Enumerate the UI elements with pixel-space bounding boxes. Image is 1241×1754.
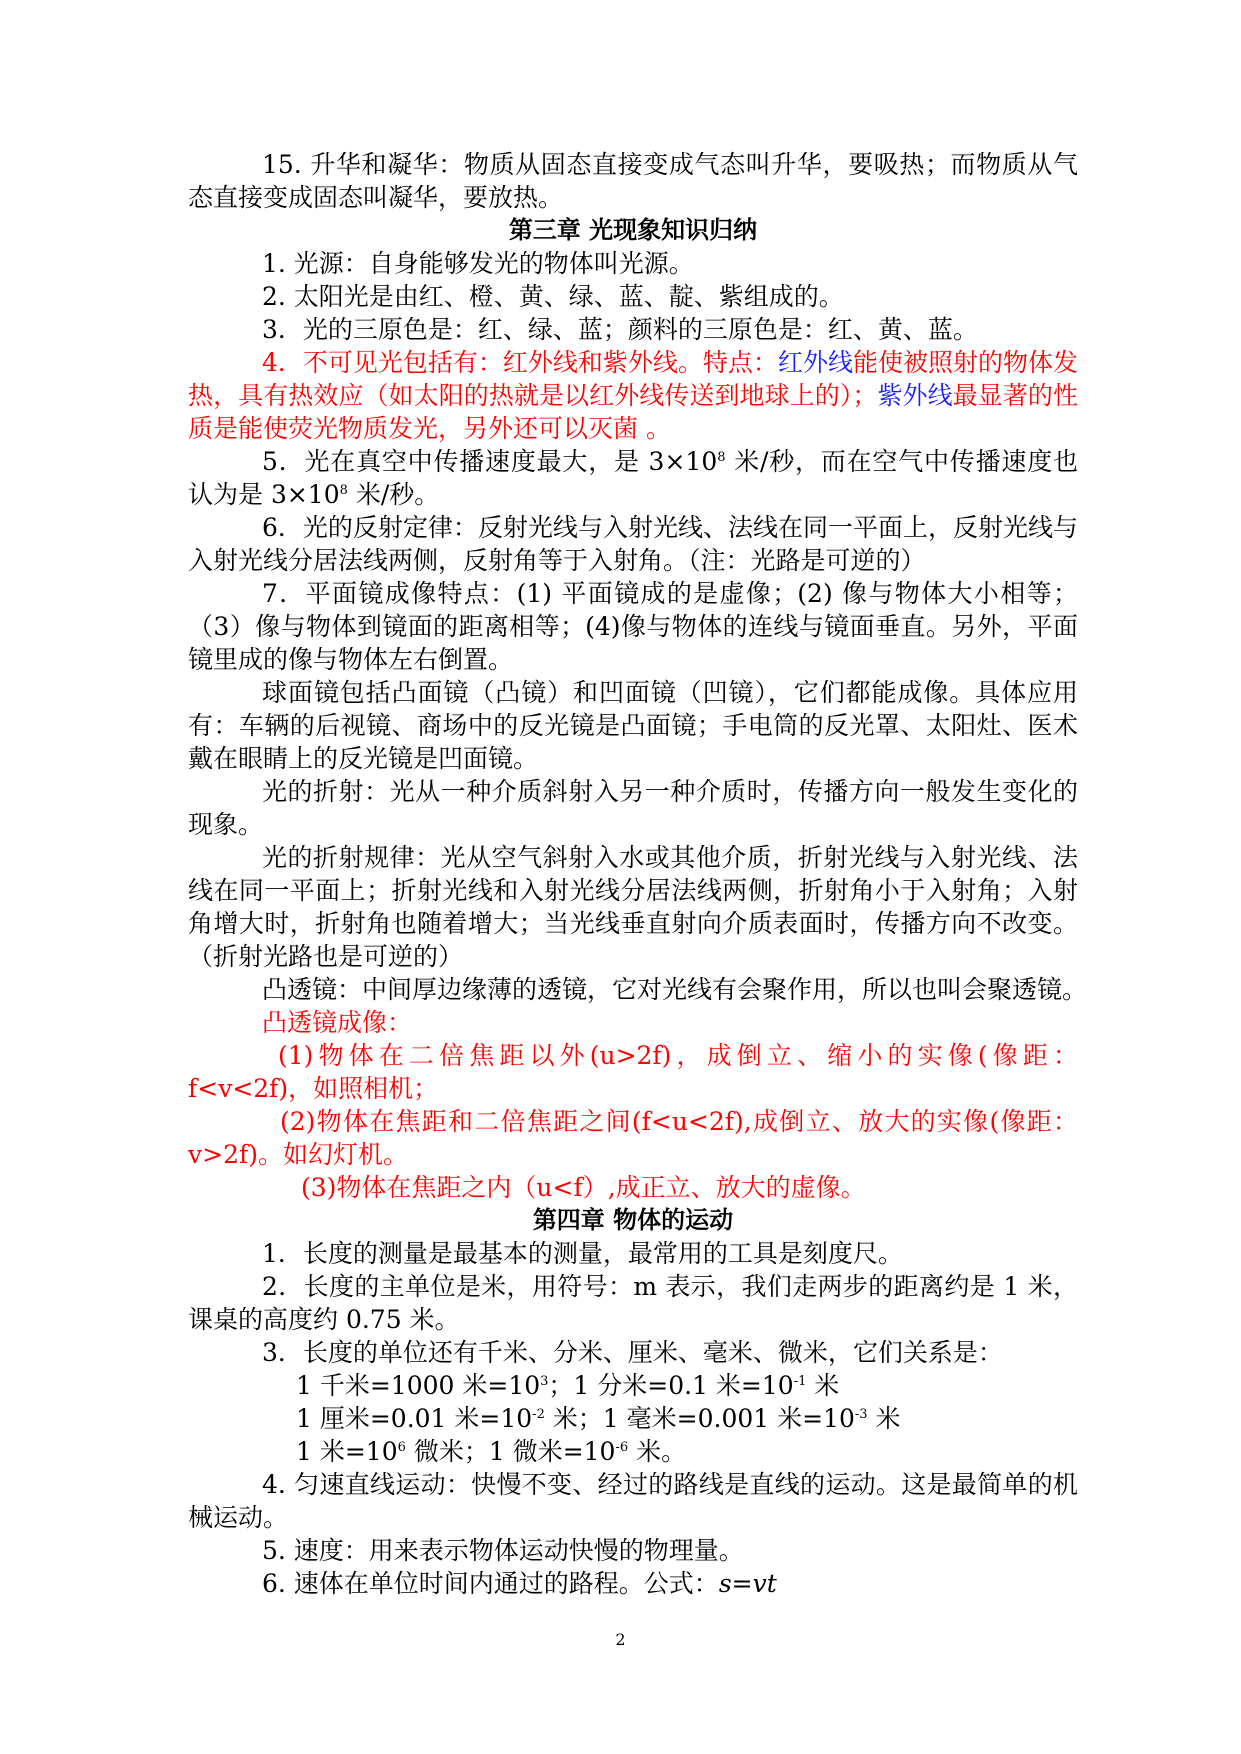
c4-item-4: 4. 匀速直线运动：快慢不变、经过的路线是直线的运动。这是最简单的机械运动。 <box>188 1470 1078 1532</box>
exponent: 8 <box>339 483 348 498</box>
c4-item-3: 3．长度的单位还有千米、分米、厘米、毫米、微米，它们关系是： <box>262 1338 1003 1367</box>
paragraph-15: 15. 升华和凝华：物质从固态直接变成气态叫升华，要吸热；而物质从气态直接变成固态叫凝华，要放热。 <box>188 150 1078 212</box>
unit-line-3 <box>188 1435 1078 1468</box>
exponent: -1 <box>793 1374 807 1389</box>
c3-item-5-text-b: 米/秒，而在空气中传播速度也认为是 3×10 <box>188 447 1078 509</box>
unit-text: 1 千米=1000 米=10 <box>296 1371 541 1400</box>
imaging-case-2: (2)物体在焦距和二倍焦距之间(f<u<2f),成倒立、放大的实像(像距：v>2f)。如幻灯机。 <box>188 1107 1078 1169</box>
c4-item-1: 1．长度的测量是最基本的测量，最常用的工具是刻度尺。 <box>262 1239 903 1268</box>
exponent: 6 <box>397 1440 406 1455</box>
unit-text: 米 <box>806 1371 840 1400</box>
imaging-case-1: (1)物体在二倍焦距以外(u>2f)，成倒立、缩小的实像(像距：f<v<2f)，如照相机； <box>188 1041 1078 1103</box>
refraction-law-paragraph: 光的折射规律：光从空气斜射入水或其他介质，折射光线与入射光线、法线在同一平面上；折射光线和入射光线分居法线两侧，折射角小于入射角；入射角增大时，折射角也随着增大；当光线垂直射向介质表面时，传播方向不改变。（折射光路也是可逆的） <box>188 843 1078 971</box>
exponent: 3 <box>540 1374 549 1389</box>
convex-lens-paragraph: 凸透镜：中间厚边缘薄的透镜，它对光线有会聚作用，所以也叫会聚透镜。 <box>262 975 1088 1004</box>
c3-item-6: 6．光的反射定律：反射光线与入射光线、法线在同一平面上，反射光线与入射光线分居法线两侧，反射角等于入射角。（注：光路是可逆的） <box>188 513 1078 575</box>
c4-item-6-text: 6. 速体在单位时间内通过的路程。公式： <box>262 1569 719 1598</box>
imaging-title: 凸透镜成像： <box>262 1008 413 1037</box>
unit-text: 微米；1 微米=10 <box>405 1437 616 1466</box>
c4-item-5: 5. 速度：用来表示物体运动快慢的物理量。 <box>262 1536 744 1565</box>
c3-item-5-text-a: 5．光在真空中传播速度最大，是 3×10 <box>262 447 718 476</box>
c3-item-4 <box>188 346 1078 445</box>
c3-item-4-text-e: 最显著的性质是能使荧光物质发光，另外还可以灭菌 。 <box>188 381 1078 443</box>
exponent: 8 <box>717 450 726 465</box>
c3-item-7: 7．平面镜成像特点：(1) 平面镜成的是虚像；(2) 像与物体大小相等；（3）像与物体到镜面的距离相等；(4)像与物体的连线与镜面垂直。另外，平面镜里成的像与物体左右倒置。 <box>188 579 1078 674</box>
unit-text: ；1 分米=0.1 米=10 <box>548 1371 794 1400</box>
c4-item-2: 2．长度的主单位是米，用符号：m 表示，我们走两步的距离约是 1 米，课桌的高度约 0.75 米。 <box>188 1272 1078 1334</box>
c3-item-2: 2. 太阳光是由红、橙、黄、绿、蓝、靛、紫组成的。 <box>262 282 844 311</box>
unit-text: 米。 <box>628 1437 687 1466</box>
exponent: -6 <box>615 1440 629 1455</box>
page-number: 2 <box>615 1630 626 1649</box>
document-body <box>188 148 1088 1600</box>
unit-text: 米 <box>867 1404 901 1433</box>
unit-line-2 <box>188 1402 1078 1435</box>
unit-line-1 <box>188 1369 1078 1402</box>
c3-item-4-text-a: 4．不可见光包括有：红外线和紫外线。特点： <box>262 348 778 377</box>
c3-item-5-text-c: 米/秒。 <box>347 480 440 509</box>
ultraviolet-term: 紫外线 <box>877 381 953 410</box>
speed-formula: s=vt <box>718 1569 777 1598</box>
imaging-case-3: (3)物体在焦距之内（u<f）,成正立、放大的虚像。 <box>301 1173 866 1202</box>
c3-item-1: 1. 光源：自身能够发光的物体叫光源。 <box>262 249 694 278</box>
unit-text: 米；1 毫米=0.001 米=10 <box>544 1404 855 1433</box>
unit-text: 1 厘米=0.01 米=10 <box>296 1404 533 1433</box>
spherical-mirror-paragraph: 球面镜包括凸面镜（凸镜）和凹面镜（凹镜），它们都能成像。具体应用有：车辆的后视镜、商场中的反光镜是凸面镜；手电筒的反光罩、太阳灶、医术戴在眼睛上的反光镜是凹面镜。 <box>188 678 1078 773</box>
exponent: -3 <box>854 1407 868 1422</box>
c3-item-3: 3．光的三原色是：红、绿、蓝；颜料的三原色是：红、黄、蓝。 <box>262 315 978 344</box>
c4-item-6 <box>188 1567 1078 1600</box>
chapter-3-title: 第三章 光现象知识归纳 <box>508 216 758 244</box>
unit-text: 1 米=10 <box>296 1437 398 1466</box>
chapter-4-title: 第四章 物体的运动 <box>532 1206 734 1234</box>
c3-item-5 <box>188 445 1078 511</box>
c3-item-4-text-c: 能使被照射的物体发热，具有热效应（如太阳的热就是以红外线传送到地球上的）； <box>188 348 1078 410</box>
infrared-term: 红外线 <box>777 348 853 377</box>
exponent: -2 <box>532 1407 545 1422</box>
refraction-paragraph: 光的折射：光从一种介质斜射入另一种介质时，传播方向一般发生变化的现象。 <box>188 777 1078 839</box>
